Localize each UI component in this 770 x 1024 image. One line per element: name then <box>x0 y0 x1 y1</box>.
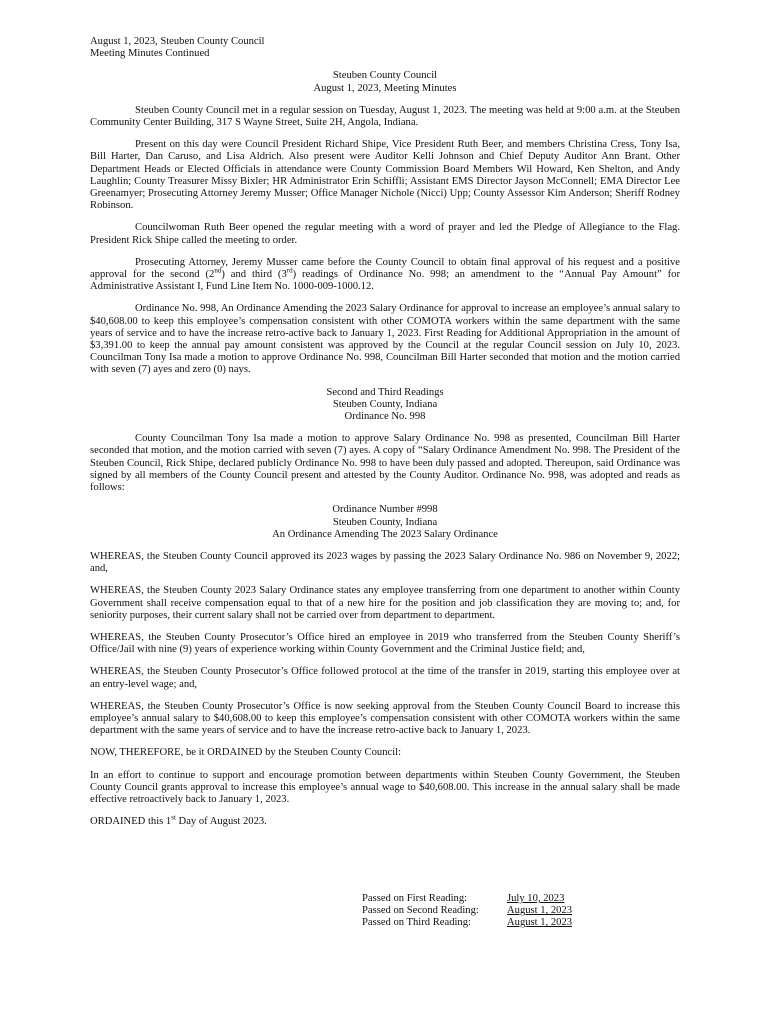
title-line-2: August 1, 2023, Meeting Minutes <box>313 82 457 94</box>
readings-table <box>362 893 572 930</box>
whereas-clause: WHEREAS, the Steuben County Prosecutor’s Office is now seeking approval from the Steuben County Council Board to increase this employee’s annual salary to $40,608.00 to keep this employee’s compensation consistent with other COMOTA workers within the same department with the same years of service and to have the increase retro-active back to January 1, 2023. <box>90 700 680 737</box>
reading-row <box>362 917 572 929</box>
reading-date: August 1, 2023 <box>507 917 573 929</box>
readings-heading <box>90 387 680 424</box>
ordinance-heading <box>90 504 680 541</box>
now-therefore-clause: NOW, THEREFORE, be it ORDAINED by the Steuben County Council: <box>90 747 402 759</box>
running-header <box>90 36 680 60</box>
reading-date: August 1, 2023 <box>507 905 573 917</box>
reading-row <box>362 905 572 917</box>
reading-label: Passed on First Reading: <box>362 893 468 904</box>
paragraph-opening: Councilwoman Ruth Beer opened the regular meeting with a word of prayer and led the Pledge of Allegiance to the Flag. President Rick Shipe called the meeting to order. <box>90 222 680 246</box>
ordinance-heading-line-1: Ordinance Number #998 <box>332 504 438 516</box>
reading-row <box>362 893 572 905</box>
reading-label: Passed on Third Reading: <box>362 917 471 929</box>
paragraph-prosecutor-request: Prosecuting Attorney, Jeremy Musser came before the County Council to obtain final approval of his request and a positive approval for the second (2nd) and third (3rd) readings of Ordinance No. 998; an amendment to the “Annual Pay Amount” for Administrative Assistant I, Fund Line Item No. 1000-009-1000.12. <box>90 256 680 293</box>
whereas-clause: WHEREAS, the Steuben County 2023 Salary Ordinance states any employee transferring from one department to another within County Government shall receive compensation equal to that of a new hire for the position and job classification they are moving to; and, for seniority purposes, their current salary shall not be carried over from department to department. <box>90 585 680 621</box>
whereas-clause: WHEREAS, the Steuben County Prosecutor’s Office followed protocol at the time of the transfer in 2019, starting this employee over at an entry-level wage; and, <box>90 666 680 690</box>
paragraph-ordinance-998: Ordinance No. 998, An Ordinance Amending the 2023 Salary Ordinance for approval to increase an employee’s annual salary to $40,608.00 to keep this employee’s compensation consistent with other COMOTA workers within the same department with the same years of service and to have the increase retro-active back to January 1, 2023. First Reading for Additional Appropriation in the amount of $3,391.00 to keep the annual pay amount consistent was approved by the Council at the regular Council session on July 10, 2023. Councilman Tony Isa made a motion to approve Ordinance No. 998, Councilman Bill Harter seconded that motion and the motion carried with seven (7) ayes and zero (0) nays. <box>90 303 680 376</box>
reading-label: Passed on Second Reading: <box>362 905 479 917</box>
ordinance-heading-line-3: An Ordinance Amending The 2023 Salary Ordinance <box>272 528 498 540</box>
paragraph-attendance: Present on this day were Council President Richard Shipe, Vice President Ruth Beer, and members Christina Cress, Tony Isa, Bill Harter, Dan Caruso, and Lisa Aldrich. Also present were Auditor Kelli Johnson and Chief Deputy Auditor Ann Brant. Other Department Heads or Elected Officials in attendance were County Commission Board Members Wil Howard, Ken Shelton, and Andy Laughlin; County Treasurer Missy Bixler; HR Administrator Erin Schiffli; Assistant EMS Director Jayson McConnell; EMA Director Lee Greenamyer; Prosecuting Attorney Jeremy Musser; Office Manager Nichole (Nicci) Upp; County Assessor Kim Anderson; Sheriff Rodney Robinson. <box>90 139 680 212</box>
reading-date: July 10, 2023 <box>507 893 565 904</box>
ordained-paragraph: In an effort to continue to support and encourage promotion between departments within Steuben County Government, the Steuben County Council grants approval to increase this employee’s annual wage to $40,608.00. This increase in the annual salary shall be made effective retroactively back to January 1, 2023. <box>90 769 680 805</box>
document-body <box>90 36 680 828</box>
running-header-line-2: Meeting Minutes Continued <box>90 48 210 60</box>
document-title <box>90 70 680 94</box>
readings-heading-line-3: Ordinance No. 998 <box>344 411 426 423</box>
whereas-clause: WHEREAS, the Steuben County Prosecutor’s Office hired an employee in 2019 who transferred from the Steuben County Sheriff’s Office/Jail with nine (9) years of experience working within County Government and the Criminal Justice field; and, <box>90 631 680 656</box>
paragraph-session: Steuben County Council met in a regular session on Tuesday, August 1, 2023. The meeting was held at 9:00 a.m. at the Steuben Community Center Building, 317 S Wayne Street, Suite 2H, Angola, Indiana. <box>90 104 680 129</box>
readings-heading-line-1: Second and Third Readings <box>326 386 444 398</box>
ordained-date: ORDAINED this 1st Day of August 2023. <box>90 813 267 828</box>
ordinance-heading-line-2: Steuben County, Indiana <box>332 516 438 528</box>
title-line-1: Steuben County Council <box>332 70 438 82</box>
running-header-line-1: August 1, 2023, Steuben County Council <box>90 36 265 47</box>
paragraph-motion: County Councilman Tony Isa made a motion to approve Salary Ordinance No. 998 as presented, Councilman Bill Harter seconded that motion, and the motion carried with seven (7) ayes. A copy of “Salary Ordinance Amendment No. 998. The President of the Steuben Council, Rick Shipe, declared publicly Ordinance No. 998 to have been duly passed and adopted. Thereupon, said Ordinance was signed by all members of the County Council present and attested by the County Auditor. Ordinance No. 998, was adopted and reads as follows: <box>90 433 680 494</box>
readings-heading-line-2: Steuben County, Indiana <box>332 398 438 410</box>
whereas-clause: WHEREAS, the Steuben County Council approved its 2023 wages by passing the 2023 Salary Ordinance No. 986 on November 9, 2022; and, <box>90 550 680 575</box>
